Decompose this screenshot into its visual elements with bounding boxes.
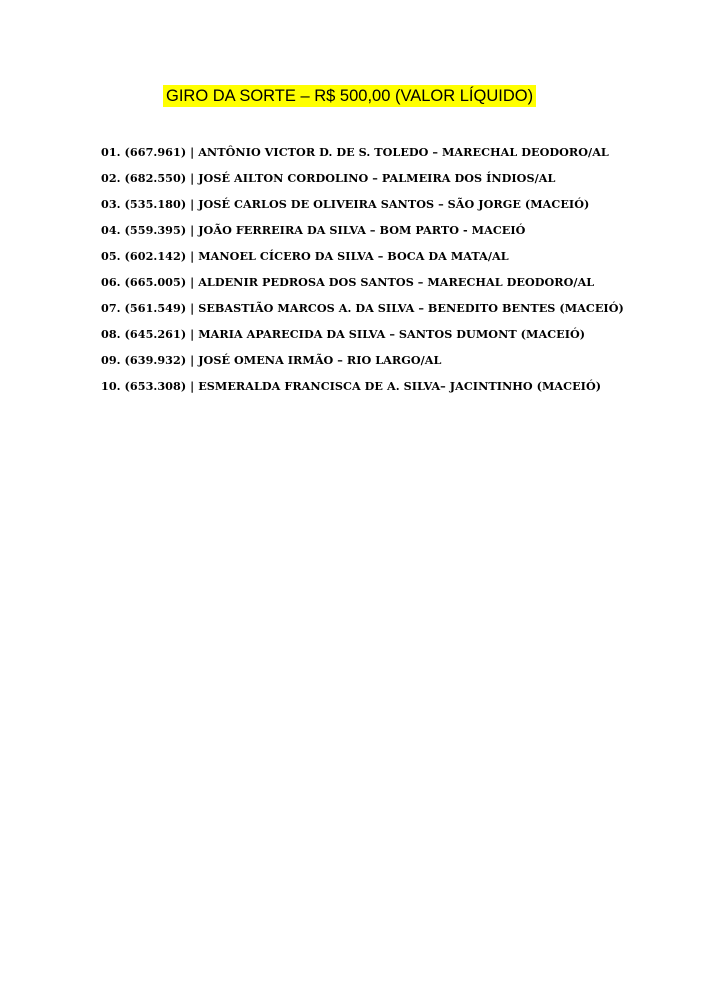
list-item: 09. (639.932) | JOSÉ OMENA IRMÃO – RIO LARGO/AL [101, 353, 442, 367]
list-item: 08. (645.261) | MARIA APARECIDA DA SILVA – SANTOS DUMONT (MACEIÓ) [101, 327, 586, 341]
list-item: 03. (535.180) | JOSÉ CARLOS DE OLIVEIRA SANTOS – SÃO JORGE (MACEIÓ) [101, 197, 590, 211]
list-item: 01. (667.961) | ANTÔNIO VICTOR D. DE S. TOLEDO – MARECHAL DEODORO/AL [101, 145, 609, 159]
list-item: 04. (559.395) | JOÃO FERREIRA DA SILVA – BOM PARTO - MACEIÓ [101, 223, 526, 237]
list-item: 07. (561.549) | SEBASTIÃO MARCOS A. DA SILVA – BENEDITO BENTES (MACEIÓ) [101, 301, 624, 315]
list-item: 02. (682.550) | JOSÉ AILTON CORDOLINO – PALMEIRA DOS ÍNDIOS/AL [101, 171, 556, 185]
list-item: 06. (665.005) | ALDENIR PEDROSA DOS SANTOS – MARECHAL DEODORO/AL [101, 275, 595, 289]
winners-list [101, 143, 624, 403]
page-title: GIRO DA SORTE – R$ 500,00 (VALOR LÍQUIDO) [163, 85, 536, 107]
list-item: 05. (602.142) | MANOEL CÍCERO DA SILVA – BOCA DA MATA/AL [101, 249, 509, 263]
list-item: 10. (653.308) | ESMERALDA FRANCISCA DE A. SILVA– JACINTINHO (MACEIÓ) [101, 379, 602, 393]
